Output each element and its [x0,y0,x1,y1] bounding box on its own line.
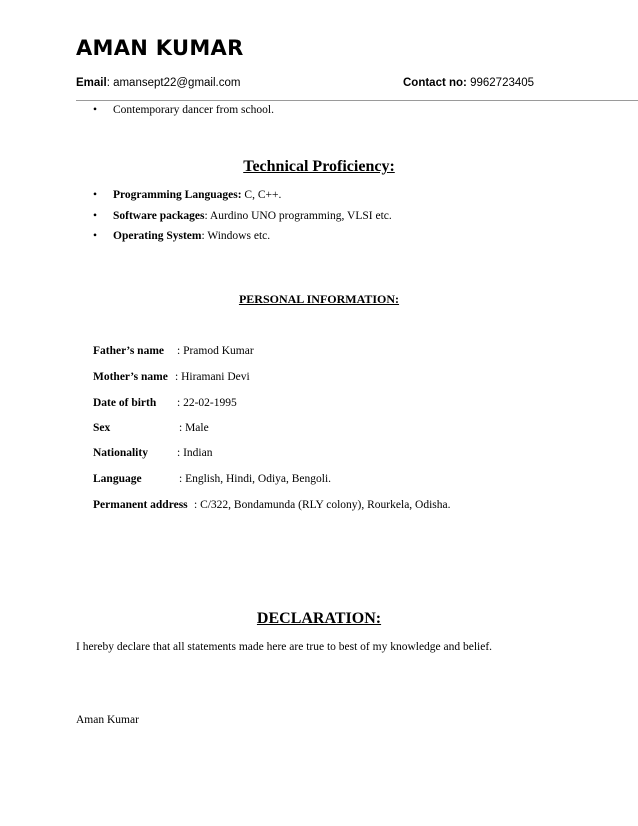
declaration-heading: DECLARATION: [256,610,382,627]
personal-label: Nationality [93,447,148,459]
personal-value: : 22-02-1995 [177,397,237,409]
technical-item [113,210,392,222]
bullet-icon: • [93,189,98,201]
contact-line [403,77,534,89]
technical-heading: Technical Proficiency: [243,158,395,175]
technical-item [113,189,281,201]
technical-item-value: C, C++. [241,189,282,201]
personal-value: : Hiramani Devi [175,371,250,383]
email-line [76,77,240,89]
bullet-icon: • [93,230,98,242]
email-label: Email [76,77,107,89]
technical-item [113,230,270,242]
declaration-text: I hereby declare that all statements made here are true to best of my knowledge and belief. [76,641,493,653]
technical-item-label: Software packages [113,210,205,222]
candidate-name: AMAN KUMAR [76,36,244,60]
contact-label: Contact no: [403,77,467,89]
technical-item-value: : Windows etc. [201,230,271,242]
signature-name: Aman Kumar [76,714,139,726]
personal-label: Permanent address [93,499,188,511]
personal-value: : C/322, Bondamunda (RLY colony), Rourkela, Odisha. [194,499,451,511]
technical-item-label: Operating System [113,230,202,242]
personal-value: : Male [179,422,209,434]
personal-label: Date of birth [93,397,157,409]
personal-value: : English, Hindi, Odiya, Bengoli. [179,473,332,485]
header-divider [76,100,638,101]
personal-heading: PERSONAL INFORMATION: [238,292,400,306]
personal-label: Father’s name [93,345,164,357]
personal-label: Language [93,473,142,485]
bullet-icon: • [93,210,98,222]
personal-value: : Indian [177,447,213,459]
contact-value: 9962723405 [466,77,535,89]
bullet-icon: • [93,104,98,116]
personal-value: : Pramod Kumar [177,345,254,357]
email-value: : amansept22@gmail.com [106,77,241,89]
technical-item-value: : Aurdino UNO programming, VLSI etc. [204,210,392,222]
technical-item-label: Programming Languages: [113,189,242,201]
personal-label: Sex [93,422,111,434]
personal-label: Mother’s name [93,371,168,383]
hobby-item: Contemporary dancer from school. [113,104,274,116]
